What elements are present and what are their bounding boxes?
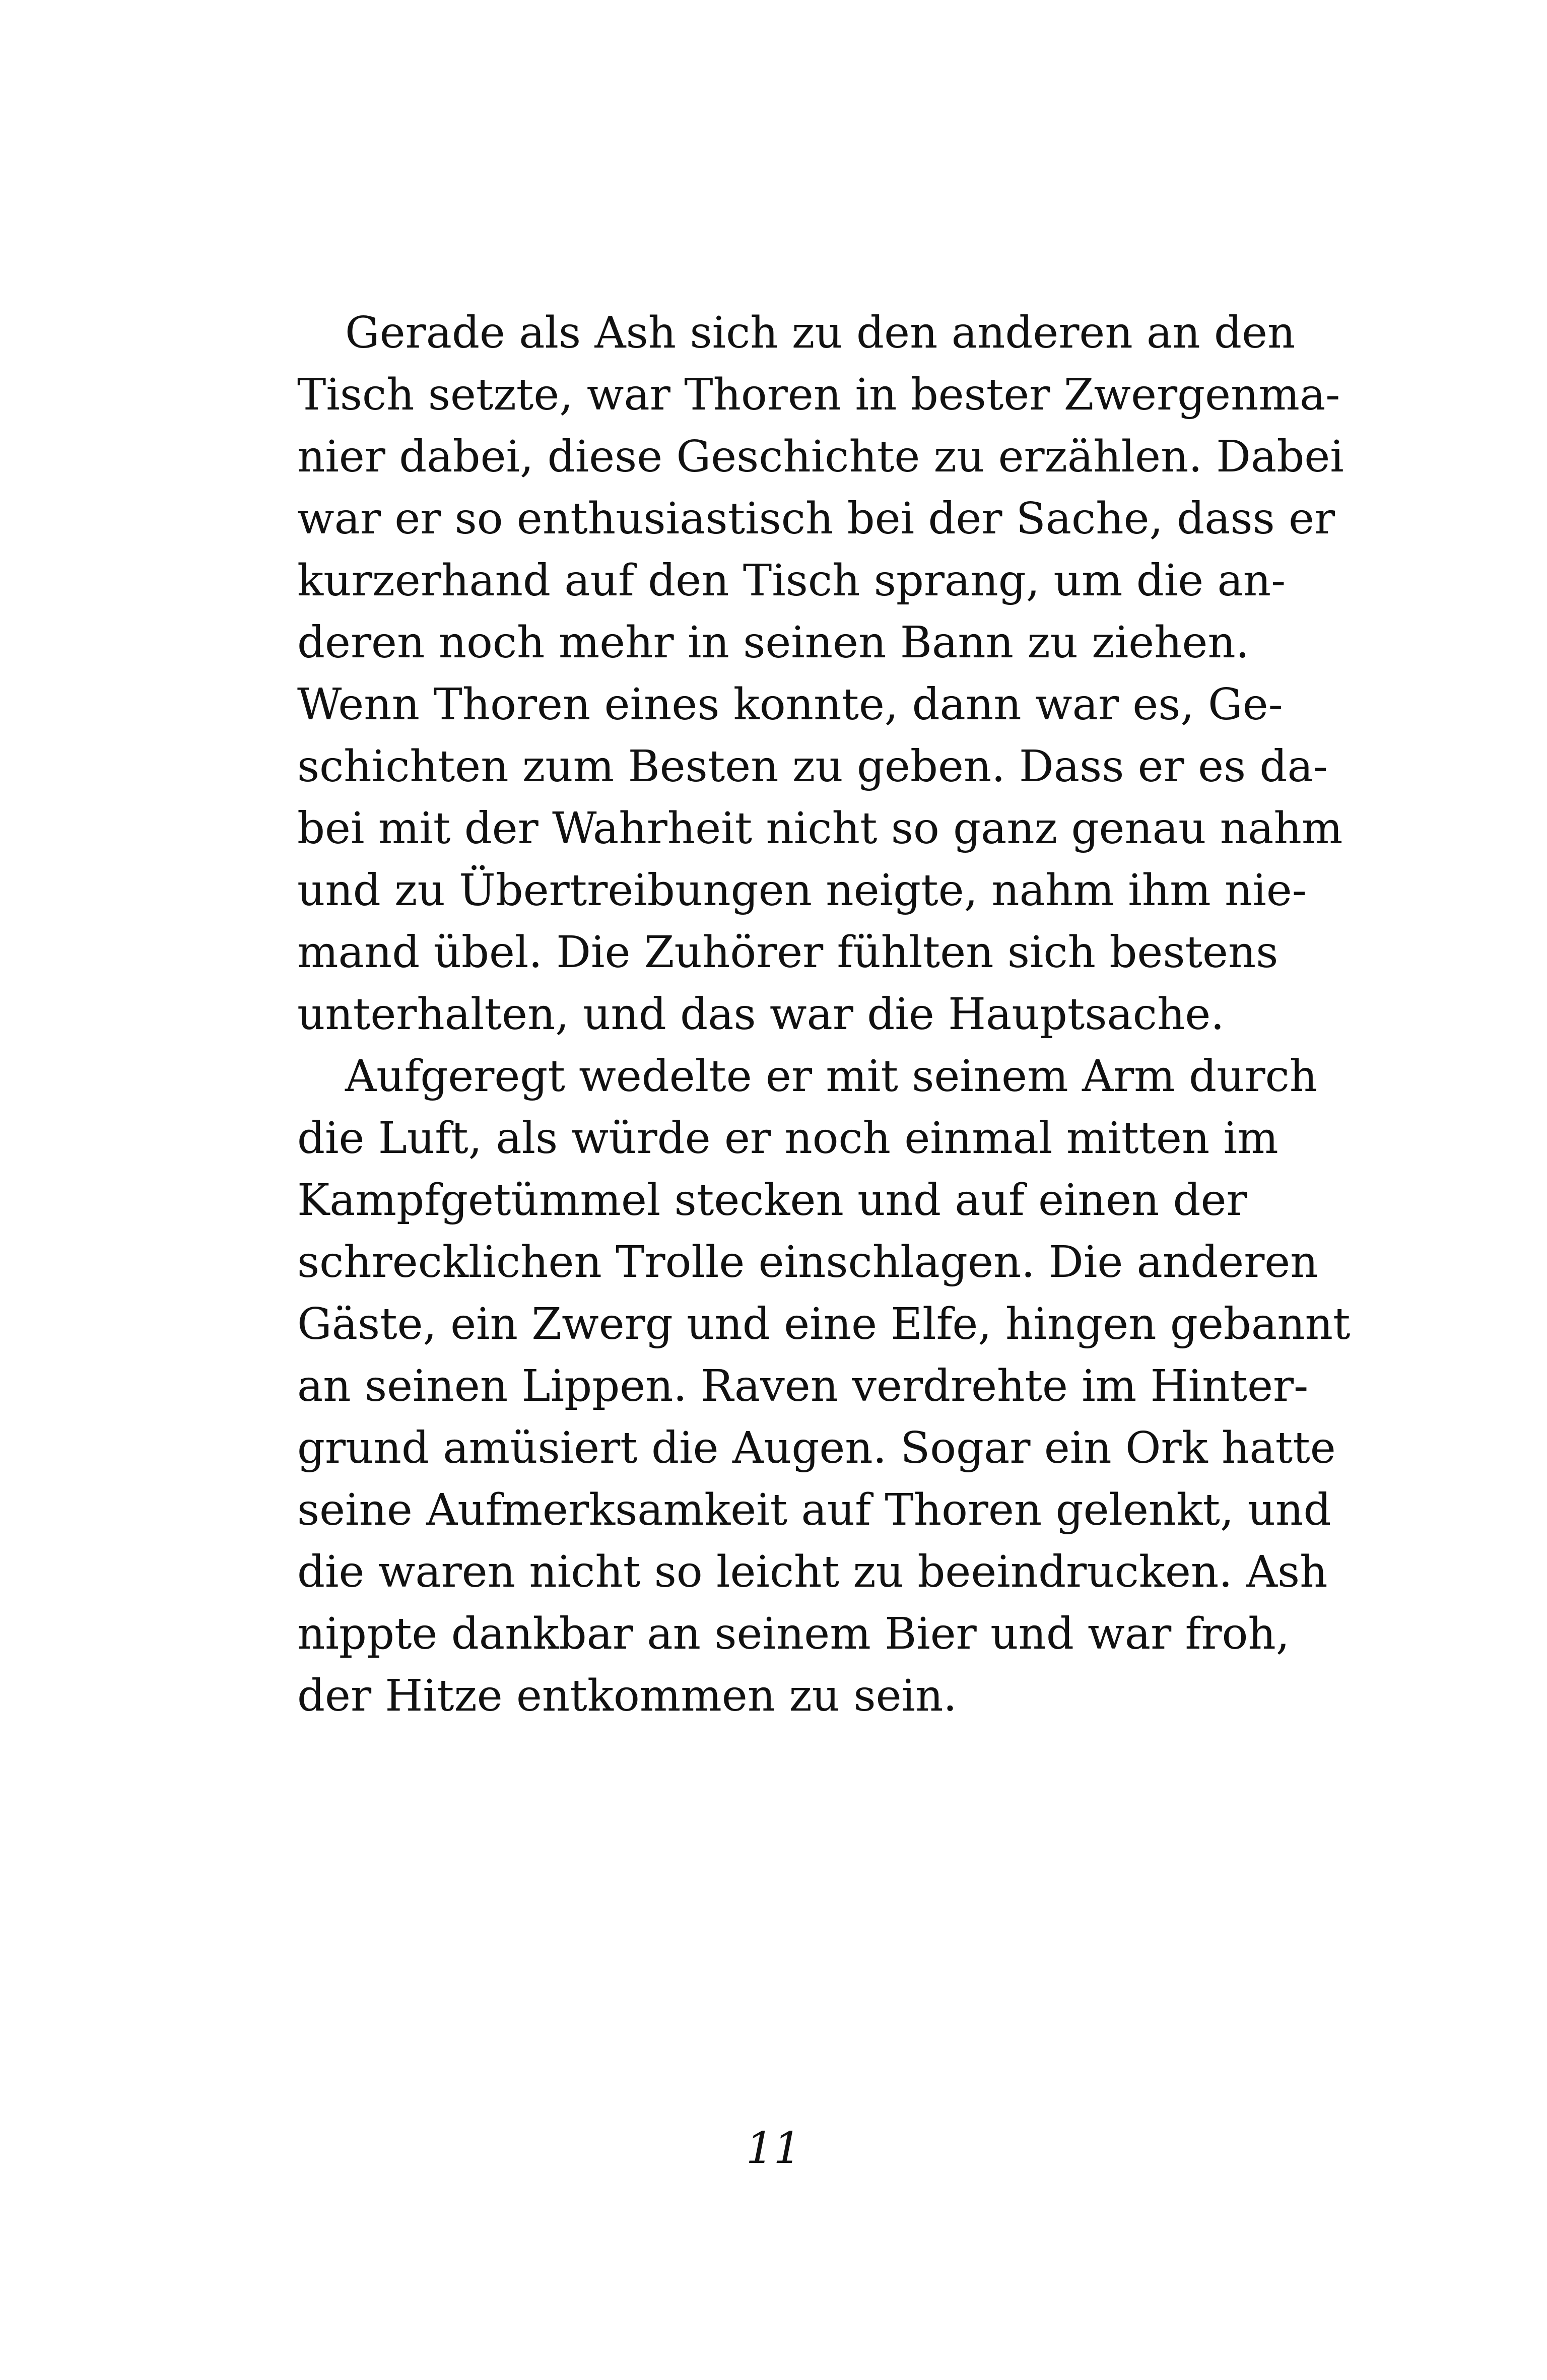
text-line: die waren nicht so leicht zu beeindrucken. Ash xyxy=(297,1547,1328,1597)
text-line: und zu Übertreibungen neigte, nahm ihm nie- xyxy=(297,865,1307,916)
text-line: der Hitze entkommen zu sein. xyxy=(297,1671,957,1721)
text-line: bei mit der Wahrheit nicht so ganz genau nahm xyxy=(297,803,1343,854)
text-line: Kampfgetümmel stecken und auf einen der xyxy=(297,1175,1247,1226)
text-line: Tisch setzte, war Thoren in bester Zwergenma- xyxy=(297,370,1340,420)
text-line: nier dabei, diese Geschichte zu erzählen. Dabei xyxy=(297,432,1344,482)
text-line: nippte dankbar an seinem Bier und war froh, xyxy=(297,1609,1290,1659)
text-line: Wenn Thoren eines konnte, dann war es, Ge- xyxy=(297,679,1283,730)
text-line: deren noch mehr in seinen Bann zu ziehen. xyxy=(297,618,1250,668)
text-line: mand übel. Die Zuhörer fühlten sich bestens xyxy=(297,927,1279,978)
text-line: Gerade als Ash sich zu den anderen an den xyxy=(345,308,1296,358)
text-line: kurzerhand auf den Tisch sprang, um die an- xyxy=(297,556,1286,606)
paragraph-1 xyxy=(297,302,1344,1046)
text-line: unterhalten, und das war die Hauptsache. xyxy=(297,989,1225,1040)
text-line: schichten zum Besten zu geben. Dass er es da- xyxy=(297,741,1328,792)
text-line: seine Aufmerksamkeit auf Thoren gelenkt, und xyxy=(297,1485,1331,1535)
body-text xyxy=(297,302,1351,1727)
text-line: an seinen Lippen. Raven verdrehte im Hinter- xyxy=(297,1361,1309,1411)
text-line: grund amüsiert die Augen. Sogar ein Ork hatte xyxy=(297,1423,1336,1473)
text-line: schrecklichen Trolle einschlagen. Die anderen xyxy=(297,1237,1318,1287)
text-line: war er so enthusiastisch bei der Sache, dass er xyxy=(297,494,1335,544)
page-number: 11 xyxy=(746,2123,801,2173)
paragraph-2 xyxy=(297,1046,1351,1727)
text-line: Aufgeregt wedelte er mit seinem Arm durch xyxy=(345,1051,1318,1102)
text-line: die Luft, als würde er noch einmal mitten im xyxy=(297,1113,1279,1164)
text-line: Gäste, ein Zwerg und eine Elfe, hingen gebannt xyxy=(297,1299,1351,1349)
